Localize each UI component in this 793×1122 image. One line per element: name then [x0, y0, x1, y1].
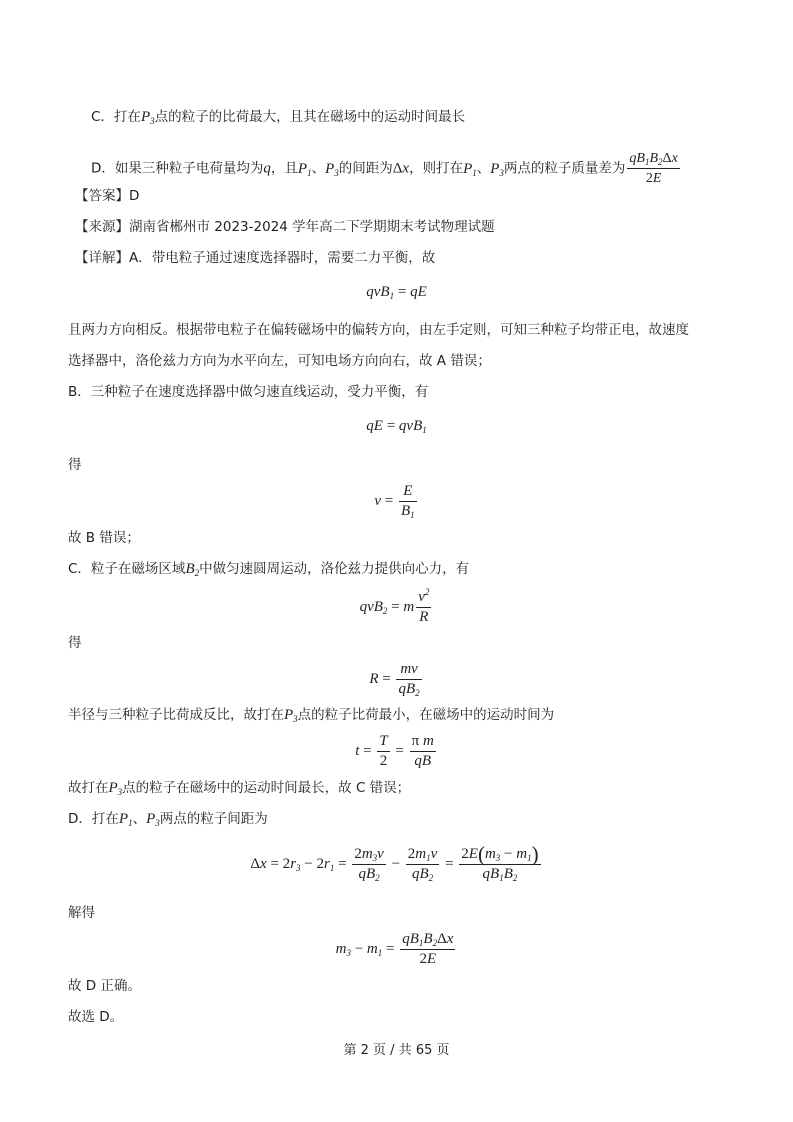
page-footer: 第 2 页 / 共 65 页 — [343, 1043, 450, 1058]
para-b-line: B．三种粒子在速度选择器中做匀速直线运动，受力平衡，有 — [68, 384, 429, 400]
detail-a-line: 【详解】A．带电粒子通过速度选择器时，需要二力平衡，故 — [75, 250, 436, 266]
choose-line: 故选 D。 — [68, 1009, 124, 1025]
para-a-line2: 选择器中，洛伦兹力方向为水平向左，可知电场方向向右，故 A 错误； — [68, 353, 491, 369]
para-c3-line: 故打在$P_3$点的粒子在磁场中的运动时间最长，故 C 错误； — [68, 780, 411, 797]
de-label-2: 得 — [68, 635, 82, 651]
equation-3: v = $\frac{E}{B_1}$ — [374, 483, 415, 520]
equation-5: R = $\frac{mv}{qB_2}$ — [369, 661, 420, 698]
p3-symbol: $P_3$ — [140, 109, 155, 126]
para-c-line: C．粒子在磁场区域$B_2$中做匀速圆周运动，洛伦兹力提供向心力，有 — [68, 561, 470, 578]
para-a-line1: 且两力方向相反。根据带电粒子在偏转磁场中的偏转方向，由左手定则，可知三种粒子均带正电，故速度 — [68, 322, 689, 338]
option-c: C．打在$P_3$点的粒子的比荷最大，且其在磁场中的运动时间最长 — [91, 109, 466, 126]
equation-1: qvB$_1$ = qE — [366, 284, 427, 301]
para-d-line: D．打在$P_1$、$P_3$两点的粒子间距为 — [68, 811, 268, 828]
de-label-1: 得 — [68, 457, 82, 473]
b-wrong-line: 故 B 错误； — [68, 530, 140, 546]
source-line: 【来源】湖南省郴州市 2023-2024 学年高二下学期期末考试物理试题 — [75, 219, 495, 235]
d-right-line: 故 D 正确。 — [68, 978, 141, 994]
answer-line: 【答案】D — [75, 188, 140, 204]
equation-4: qvB$_2$ = m $\frac{v^2}{R}$ — [359, 587, 430, 625]
equation-7: $\Delta x = 2r_3 - 2r_1$ = $\frac{2m_3v}{qB_2}$ − $\frac{2m_1v}{qB_2}$ = $\frac{2E(m_3 - m_1)}{qB_1B_2}$ — [250, 842, 539, 883]
equation-2: qE = qvB$_1$ — [366, 418, 427, 435]
equation-6: t = $\frac{T}{2}$ = $\frac{\text{π m}}{qB}$ — [355, 733, 434, 769]
option-d: D．如果三种粒子电荷量均为q，且$P_1$、$P_3$的间距为Δx，则打在$P_1$、$P_3$两点的粒子质量差为 $\frac{qB_1B_2\Delta x}{2E}$ — [91, 151, 678, 186]
equation-8: $m_3 - m_1$ = $\frac{qB_1B_2\Delta x}{2E}$ — [335, 931, 454, 967]
jiede-label: 解得 — [68, 905, 95, 921]
para-c2-line: 半径与三种粒子比荷成反比，故打在$P_3$点的粒子比荷最小，在磁场中的运动时间为 — [68, 707, 555, 724]
mass-diff-fraction: $\frac{qB_1B_2\Delta x}{2E}$ — [629, 151, 678, 186]
